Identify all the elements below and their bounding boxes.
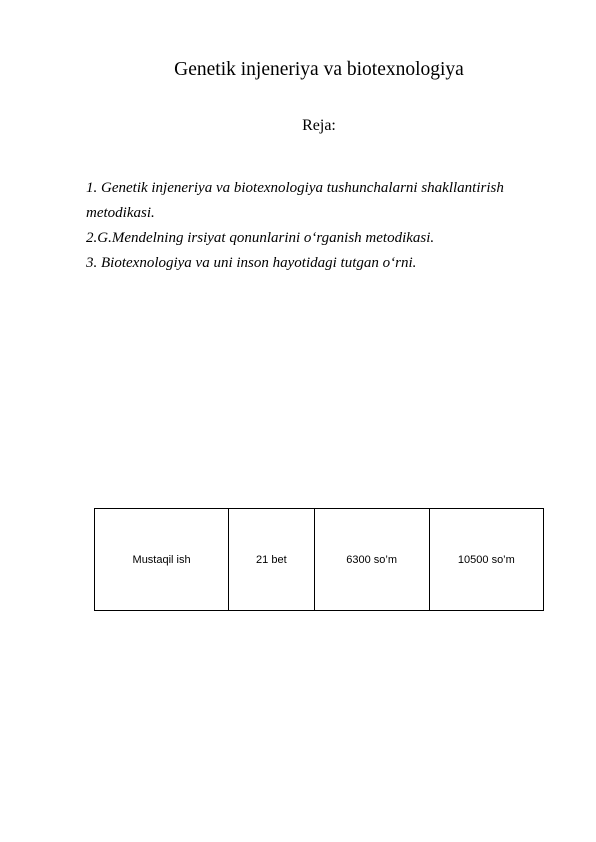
plan-item-3: 3. Biotexnologiya va uni inson hayotidagi tutgan o‘rni. (86, 255, 417, 271)
info-table (94, 508, 544, 611)
page-count-cell: 21 bet (229, 509, 314, 611)
full-price-cell: 10500 so’m (429, 509, 543, 611)
plan-item-1-continuation: metodikasi. (86, 205, 155, 221)
plan-item-2: 2.G.Mendelning irsiyat qonunlarini o‘rganish metodikasi. (86, 230, 435, 246)
plan-list (86, 176, 556, 276)
plan-heading: Reja: (302, 117, 336, 134)
table-row (95, 509, 544, 611)
price-cell: 6300 so’m (314, 509, 429, 611)
page-title: Genetik injeneriya va biotexnologiya (174, 59, 464, 80)
work-type-cell: Mustaqil ish (95, 509, 229, 611)
plan-item-1: 1. Genetik injeneriya va biotexnologiya tushunchalarni shakllantirish (86, 180, 504, 196)
